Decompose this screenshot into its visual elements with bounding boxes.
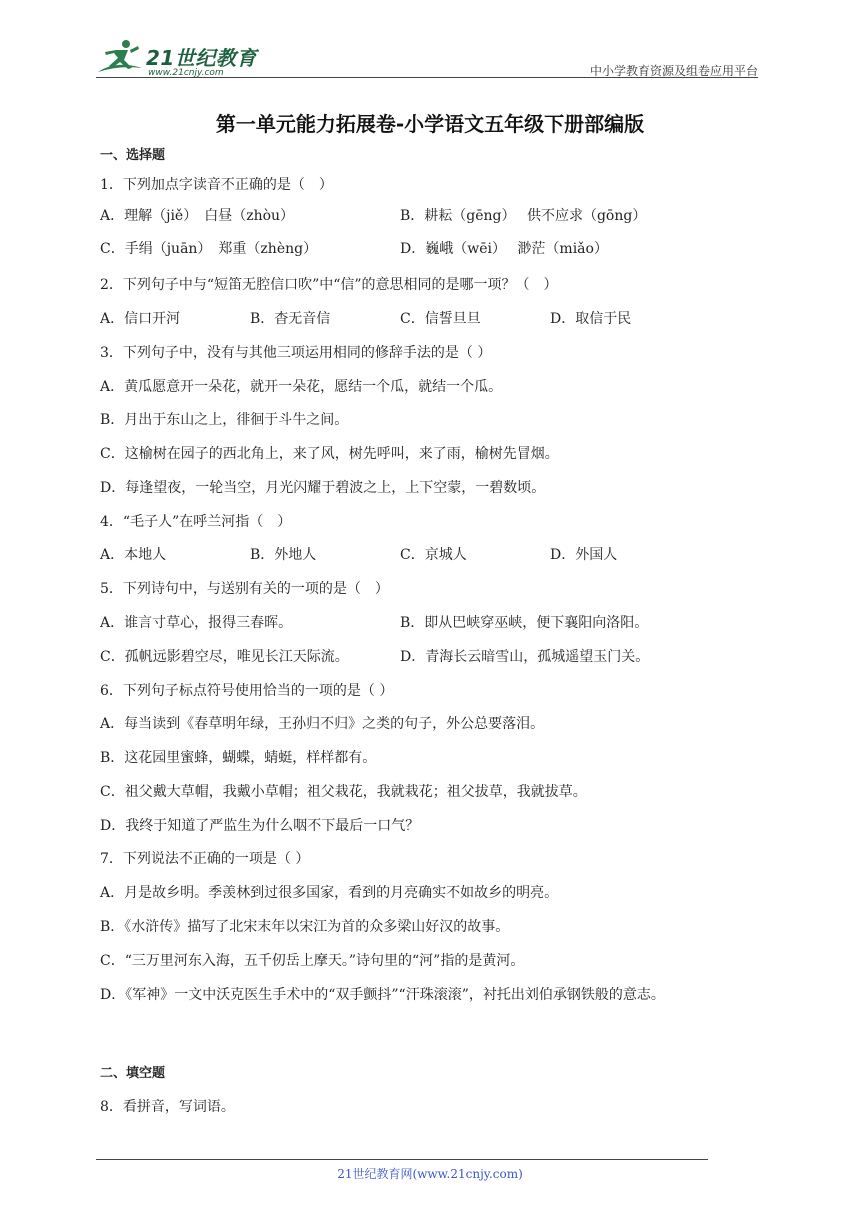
question-8: 8．看拼音，写词语。 <box>100 1099 235 1115</box>
q6-option-a: A．每当读到《春草明年绿，王孙归不归》之类的句子，外公总要落泪。 <box>100 716 545 732</box>
q5-option-b: B．即从巴峡穿巫峡，便下襄阳向洛阳。 <box>400 615 649 631</box>
q2-option-a: A．信口开河 <box>100 311 181 327</box>
runner-logo-icon <box>96 38 144 76</box>
site-logo <box>96 38 266 78</box>
q7-option-c: C．“三万里河东入海，五千仞岳上摩天。”诗句里的“河”指的是黄河。 <box>100 953 525 969</box>
logo-url: www.21cnjy.com <box>148 68 224 78</box>
page-title: 第一单元能力拓展卷-小学语文五年级下册部编版 <box>215 112 645 136</box>
q3-option-d: D．每逢望夜，一轮当空，月光闪耀于碧波之上，上下空蒙，一碧数顷。 <box>100 480 546 496</box>
q4-option-c: C．京城人 <box>400 547 467 563</box>
q7-option-b: B．《水浒传》描写了北宋末年以宋江为首的众多梁山好汉的故事。 <box>100 919 510 935</box>
question-3: 3．下列句子中，没有与其他三项运用相同的修辞手法的是（ ） <box>100 345 492 361</box>
footer-divider <box>96 1159 708 1160</box>
page-header <box>96 30 758 78</box>
q4-option-b: B．外地人 <box>250 547 317 563</box>
q6-option-c: C．祖父戴大草帽，我戴小草帽；祖父栽花，我就栽花；祖父拔草，我就拔草。 <box>100 784 587 800</box>
q4-option-a: A．本地人 <box>100 547 167 563</box>
footer-link[interactable]: 21世纪教育网(www.21cnjy.com) <box>337 1167 523 1181</box>
q2-option-d: D．取信于民 <box>550 311 632 327</box>
q2-option-c: C．信誓旦旦 <box>400 311 481 327</box>
question-7: 7．下列说法不正确的一项是（ ） <box>100 851 310 867</box>
q7-option-a: A．月是故乡明。季羡林到过很多国家，看到的月亮确实不如故乡的明亮。 <box>100 885 559 901</box>
q6-option-d: D．我终于知道了严监生为什么咽不下最后一口气？ <box>100 818 420 834</box>
q1-option-b: B．耕耘（gēng） 供不应求（gōng） <box>400 208 647 224</box>
question-1: 1．下列加点字读音不正确的是（ ） <box>100 177 333 193</box>
q5-option-a: A．谁言寸草心，报得三春晖。 <box>100 615 293 631</box>
q5-option-d: D．青海长云暗雪山，孤城遥望玉门关。 <box>400 649 650 665</box>
q3-option-b: B．月出于东山之上，徘徊于斗牛之间。 <box>100 412 349 428</box>
section-heading-fill: 二、填空题 <box>100 1066 166 1081</box>
q3-option-a: A．黄瓜愿意开一朵花，就开一朵花，愿结一个瓜，就结一个瓜。 <box>100 379 503 395</box>
q7-option-d: D．《军神》一文中沃克医生手术中的“双手颤抖”“汗珠滚滚”，衬托出刘伯承钢铁般的意志。 <box>100 987 665 1003</box>
q5-option-c: C．孤帆远影碧空尽，唯见长江天际流。 <box>100 649 349 665</box>
q6-option-b: B．这花园里蜜蜂，蝴蝶，蜻蜓，样样都有。 <box>100 750 377 766</box>
section-heading-choice: 一、选择题 <box>100 148 166 163</box>
question-2: 2．下列句子中与“短笛无腔信口吹”中“信”的意思相同的是哪一项？（ ） <box>100 277 558 293</box>
question-5: 5．下列诗句中，与送别有关的一项的是（ ） <box>100 581 389 597</box>
q1-option-a: A．理解（jiě） 白昼（zhòu） <box>100 208 295 224</box>
header-divider <box>96 77 758 78</box>
platform-name: 中小学教育资源及组卷应用平台 <box>589 64 758 78</box>
question-6: 6．下列句子标点符号使用恰当的一项的是（ ） <box>100 683 394 699</box>
q3-option-c: C．这榆树在园子的西北角上，来了风，树先呼叫，来了雨，榆树先冒烟。 <box>100 446 559 462</box>
logo-text: 21世纪教育 <box>146 46 257 70</box>
q4-option-d: D．外国人 <box>550 547 618 563</box>
q2-option-b: B．杳无音信 <box>250 311 331 327</box>
q1-option-d: D．巍峨（wēi） 渺茫（miǎo） <box>400 241 608 257</box>
q1-option-c: C．手绢（juān） 郑重（zhèng） <box>100 241 318 257</box>
question-4: 4．“毛子人”在呼兰河指（ ） <box>100 514 292 530</box>
